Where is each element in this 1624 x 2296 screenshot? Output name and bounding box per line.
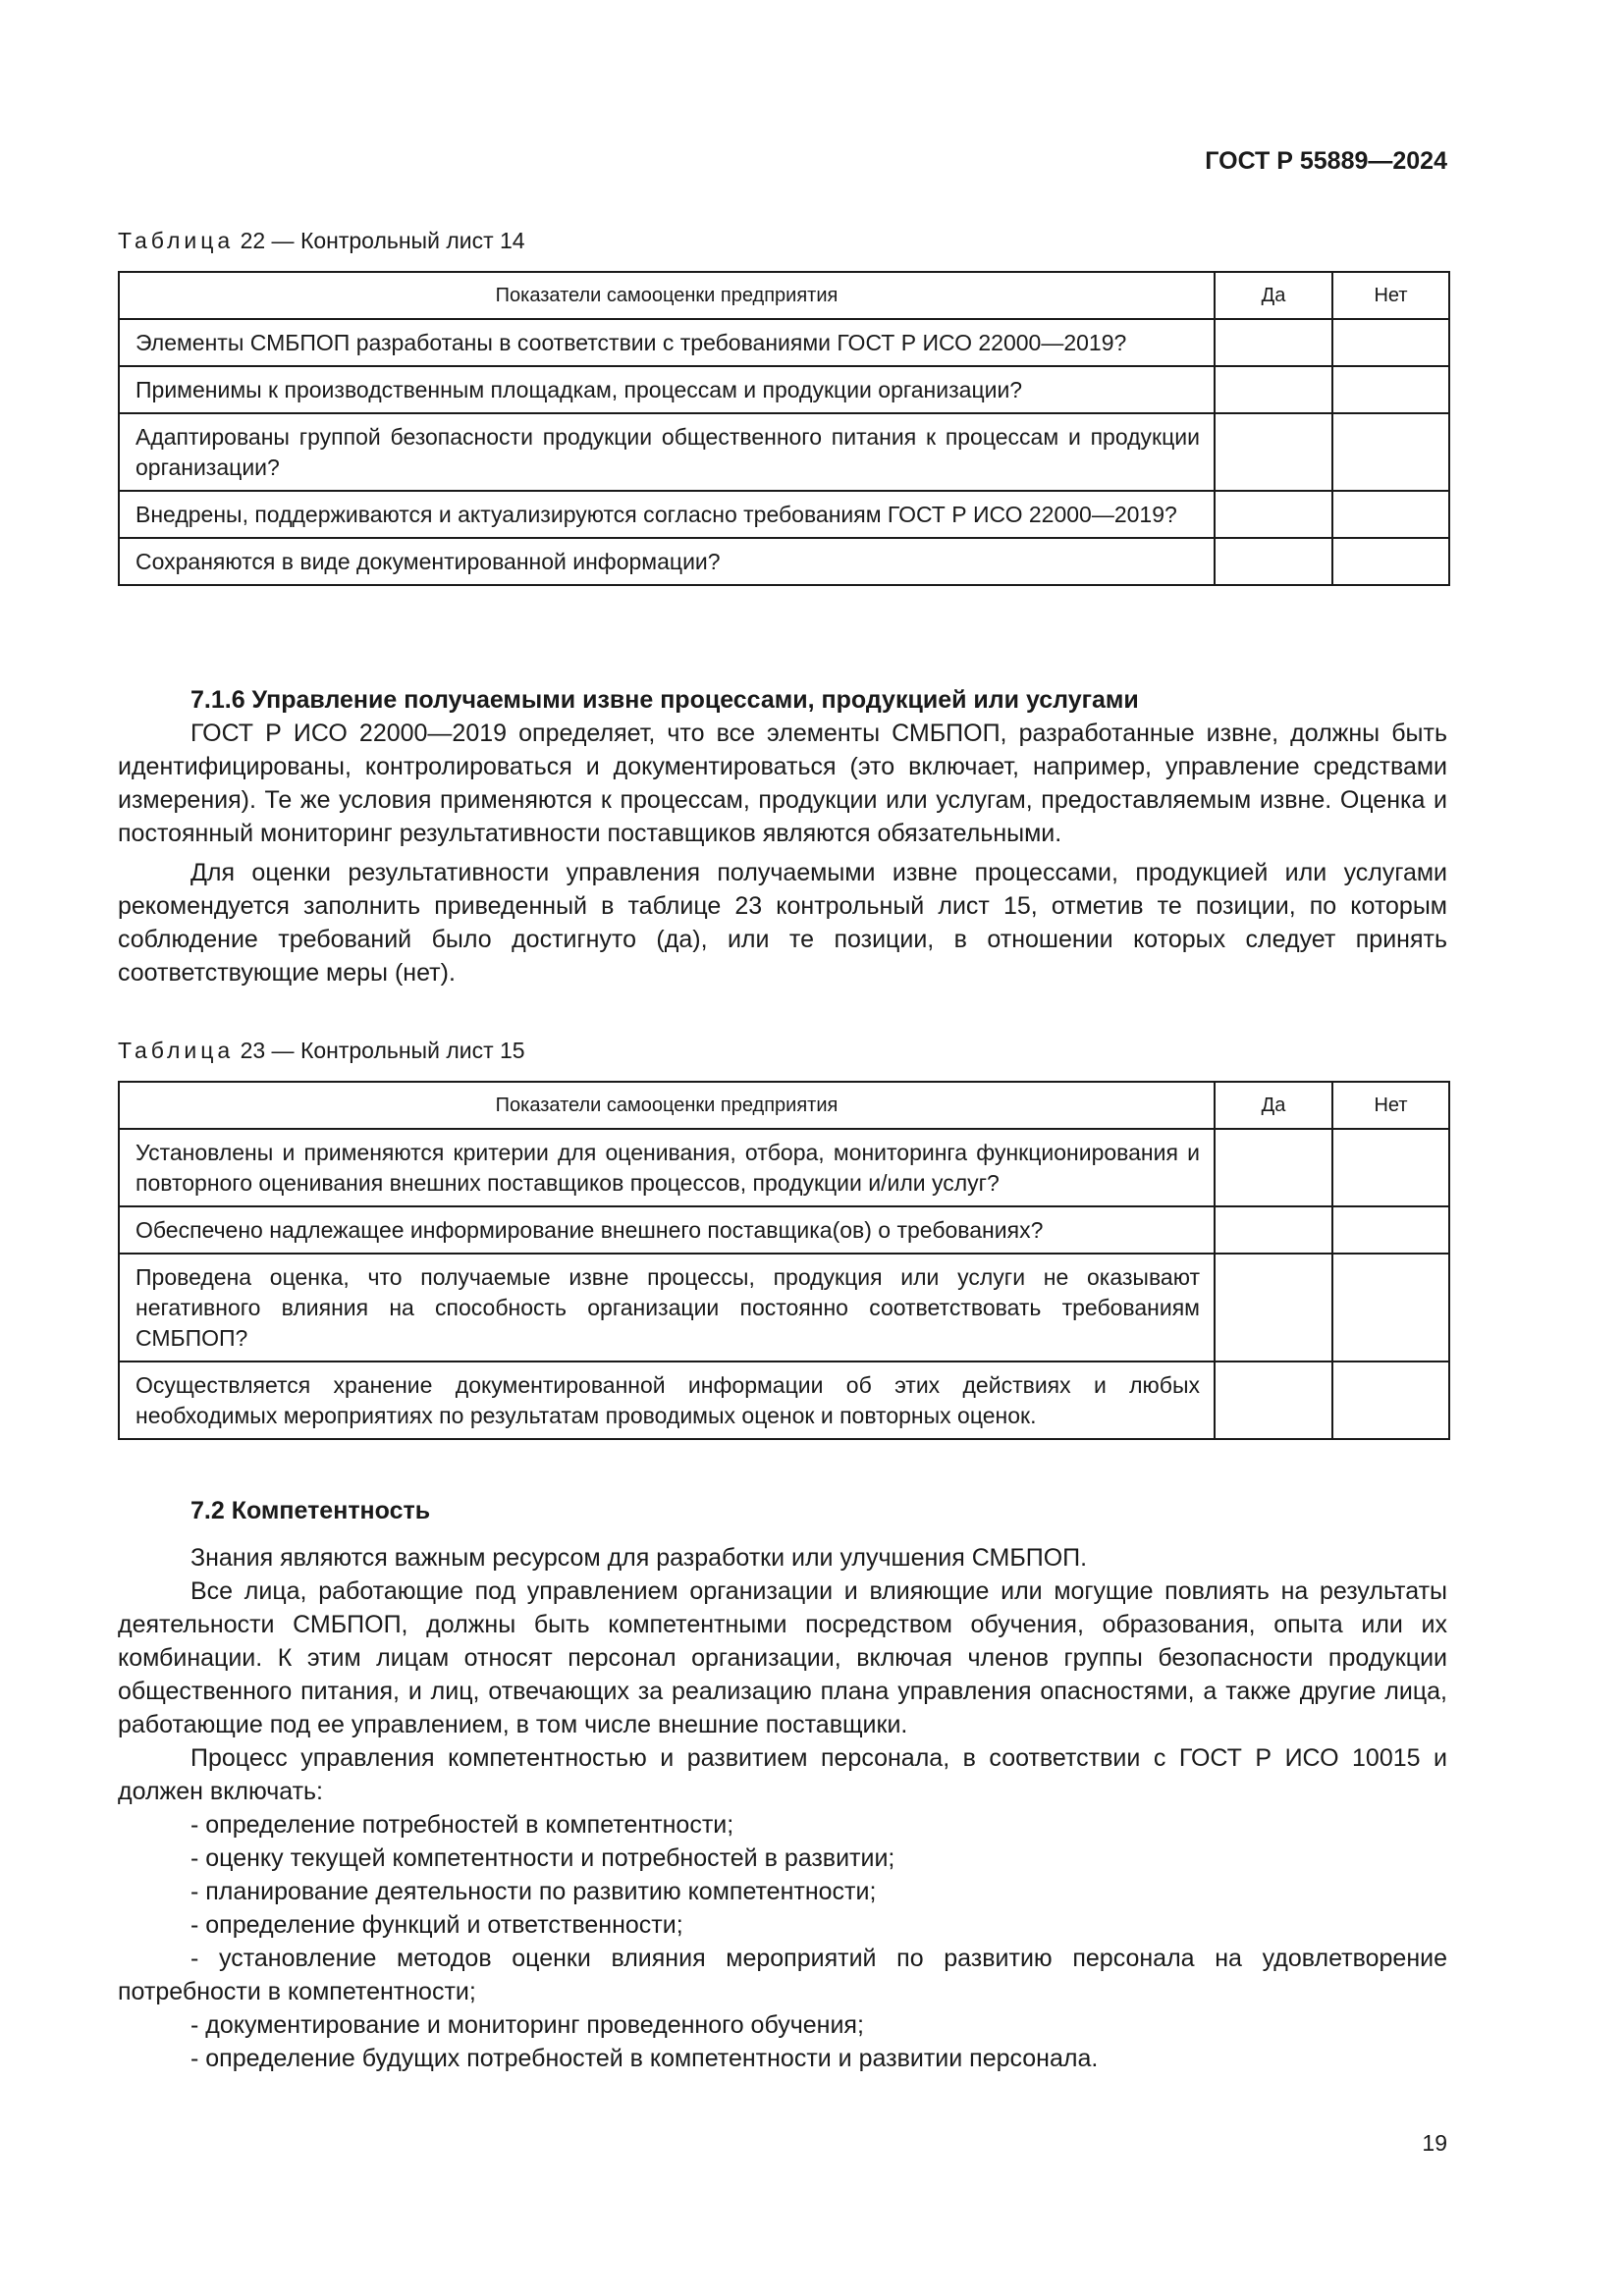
- table-23-caption-title: 23 — Контрольный лист 15: [234, 1038, 525, 1063]
- column-header-no: Нет: [1332, 272, 1449, 319]
- section-heading: 7.1.6 Управление получаемыми извне процессами, продукцией или услугами: [190, 686, 1139, 714]
- no-cell[interactable]: [1332, 1362, 1449, 1439]
- table-row: [119, 491, 1449, 538]
- list-item: - оценку текущей компетентности и потребностей в развитии;: [190, 1844, 895, 1872]
- yes-cell[interactable]: [1215, 1206, 1332, 1254]
- table-22-caption-title: 22 — Контрольный лист 14: [234, 228, 525, 253]
- page-number: 19: [1422, 2130, 1447, 2156]
- table-row: [119, 1362, 1449, 1439]
- table-header-row: [119, 272, 1449, 319]
- no-cell[interactable]: [1332, 366, 1449, 413]
- paragraph: ГОСТ Р ИСО 22000—2019 определяет, что все элементы СМБПОП, разработанные извне, должны быть идентифицированы, контролироваться и документироваться (это включает, например, управление средствами измерения). Те же условия применяются к процессам, продукции или услугам, предоставляемым извне. Оценка и постоянный мониторинг результативности поставщиков являются обязательными.: [118, 720, 1447, 847]
- yes-cell[interactable]: [1215, 538, 1332, 585]
- table-header-row: [119, 1082, 1449, 1129]
- no-cell[interactable]: [1332, 413, 1449, 491]
- checklist-table-14: [118, 271, 1450, 586]
- table-row: [119, 319, 1449, 366]
- column-header-indicators: Показатели самооценки предприятия: [119, 1082, 1215, 1129]
- indicator-cell: Применимы к производственным площадкам, процессам и продукции организации?: [119, 366, 1215, 413]
- yes-cell[interactable]: [1215, 366, 1332, 413]
- standard-code-header: ГОСТ Р 55889—2024: [1205, 147, 1447, 175]
- no-cell[interactable]: [1332, 1206, 1449, 1254]
- table-row: [119, 1206, 1449, 1254]
- table-row: [119, 538, 1449, 585]
- indicator-cell: Обеспечено надлежащее информирование внешнего поставщика(ов) о требованиях?: [119, 1206, 1215, 1254]
- no-cell[interactable]: [1332, 491, 1449, 538]
- indicator-cell: Адаптированы группой безопасности продукции общественного питания к процессам и продукции организации?: [119, 413, 1215, 491]
- indicator-cell: Установлены и применяются критерии для оценивания, отбора, мониторинга функционирования и повторного оценивания внешних поставщиков процессов, продукции и/или услуг?: [119, 1129, 1215, 1206]
- list-item: - установление методов оценки влияния мероприятий по развитию персонала на удовлетворение потребности в компетентности;: [118, 1945, 1447, 2005]
- table-23-caption-prefix: Таблица: [118, 1038, 235, 1063]
- no-cell[interactable]: [1332, 319, 1449, 366]
- paragraph: Все лица, работающие под управлением организации и влияющие или могущие повлиять на результаты деятельности СМБПОП, должны быть компетентными посредством обучения, образования, опыта или их комбинации. К этим лицам относят персонал организации, включая членов группы безопасности продукции общественного питания, и лиц, отвечающих за реализацию плана управления опасностями, а также другие лица, работающие под ее управлением, в том числе внешние поставщики.: [118, 1577, 1447, 1738]
- column-header-indicators: Показатели самооценки предприятия: [119, 272, 1215, 319]
- indicator-cell: Осуществляется хранение документированной информации об этих действиях и любых необходимых мероприятиях по результатам проводимых оценок и повторных оценок.: [119, 1362, 1215, 1439]
- indicator-cell: Проведена оценка, что получаемые извне процессы, продукция или услуги не оказывают негативного влияния на способность организации постоянно соответствовать требованиям СМБПОП?: [119, 1254, 1215, 1362]
- yes-cell[interactable]: [1215, 491, 1332, 538]
- no-cell[interactable]: [1332, 1129, 1449, 1206]
- paragraph: Знания являются важным ресурсом для разработки или улучшения СМБПОП.: [190, 1544, 1088, 1572]
- column-header-yes: Да: [1215, 1082, 1332, 1129]
- table-22-caption: [118, 228, 525, 254]
- paragraph: Процесс управления компетентностью и развитием персонала, в соответствии с ГОСТ Р ИСО 10015 и должен включать:: [118, 1744, 1447, 1805]
- table-row: [119, 366, 1449, 413]
- paragraph: Для оценки результативности управления получаемыми извне процессами, продукцией или услугами рекомендуется заполнить приведенный в таблице 23 контрольный лист 15, отметив те позиции, по которым соблюдение требований было достигнуто (да), или те позиции, в отношении которых следует принять соответствующие меры (нет).: [118, 859, 1447, 987]
- indicator-cell: Элементы СМБПОП разработаны в соответствии с требованиями ГОСТ Р ИСО 22000—2019?: [119, 319, 1215, 366]
- yes-cell[interactable]: [1215, 1254, 1332, 1362]
- yes-cell[interactable]: [1215, 1129, 1332, 1206]
- section-7-2: [118, 1494, 1447, 2075]
- table-row: [119, 1254, 1449, 1362]
- list-item: - планирование деятельности по развитию компетентности;: [190, 1878, 877, 1905]
- list-item: - определение потребностей в компетентности;: [190, 1811, 734, 1839]
- column-header-no: Нет: [1332, 1082, 1449, 1129]
- table-row: [119, 1129, 1449, 1206]
- yes-cell[interactable]: [1215, 413, 1332, 491]
- yes-cell[interactable]: [1215, 319, 1332, 366]
- yes-cell[interactable]: [1215, 1362, 1332, 1439]
- table-row: [119, 413, 1449, 491]
- indicator-cell: Сохраняются в виде документированной информации?: [119, 538, 1215, 585]
- checklist-table-15: [118, 1081, 1450, 1440]
- list-item: - документирование и мониторинг проведенного обучения;: [190, 2011, 864, 2039]
- list-item: - определение будущих потребностей в компетентности и развитии персонала.: [190, 2045, 1099, 2072]
- indicator-cell: Внедрены, поддерживаются и актуализируются согласно требованиям ГОСТ Р ИСО 22000—2019?: [119, 491, 1215, 538]
- list-item: - определение функций и ответственности;: [190, 1911, 683, 1939]
- section-7-1-6: [118, 683, 1447, 989]
- table-23-caption: [118, 1038, 525, 1064]
- table-22-caption-prefix: Таблица: [118, 228, 235, 253]
- column-header-yes: Да: [1215, 272, 1332, 319]
- no-cell[interactable]: [1332, 538, 1449, 585]
- no-cell[interactable]: [1332, 1254, 1449, 1362]
- section-heading: 7.2 Компетентность: [190, 1497, 431, 1524]
